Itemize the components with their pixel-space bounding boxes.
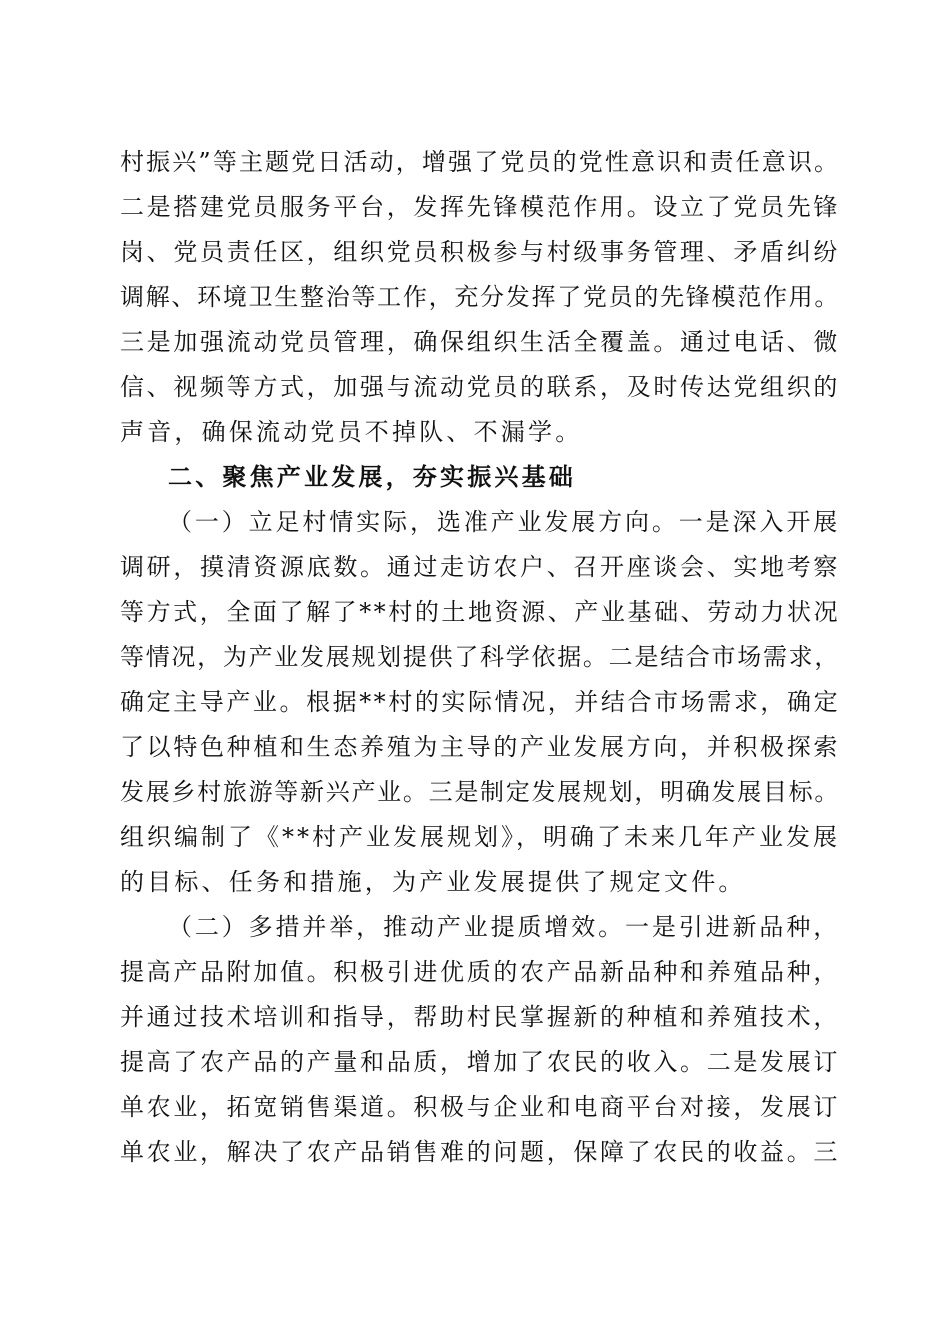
body-line: 单农业，拓宽销售渠道。积极与企业和电商平台对接，发展订 xyxy=(120,1093,840,1121)
body-line: 岗、党员责任区，组织党员积极参与村级事务管理、矛盾纠纷 xyxy=(120,238,840,266)
body-line: 发展乡村旅游等新兴产业。三是制定发展规划，明确发展目标。 xyxy=(120,778,840,806)
body-line: 的目标、任务和措施，为产业发展提供了规定文件。 xyxy=(120,868,746,896)
body-line: 等方式，全面了解了**村的土地资源、产业基础、劳动力状况 xyxy=(120,598,840,626)
section-heading: 二、聚焦产业发展，夯实振兴基础 xyxy=(168,463,576,491)
body-line: 提高了农产品的产量和品质，增加了农民的收入。二是发展订 xyxy=(120,1048,840,1076)
subsection-start-line: （一）立足村情实际，选准产业发展方向。一是深入开展 xyxy=(168,508,840,536)
body-line: 并通过技术培训和指导，帮助村民掌握新的种植和养殖技术， xyxy=(120,1003,840,1031)
body-line: 提高产品附加值。积极引进优质的农产品新品种和养殖品种， xyxy=(120,958,840,986)
body-line: 组织编制了《**村产业发展规划》，明确了未来几年产业发展 xyxy=(120,823,840,851)
body-line: 调研，摸清资源底数。通过走访农户、召开座谈会、实地考察 xyxy=(120,553,840,581)
body-line: 三是加强流动党员管理，确保组织生活全覆盖。通过电话、微 xyxy=(120,328,840,356)
body-line: 了以特色种植和生态养殖为主导的产业发展方向，并积极探索 xyxy=(120,733,840,761)
body-line: 信、视频等方式，加强与流动党员的联系，及时传达党组织的 xyxy=(120,373,840,401)
body-line: 村振兴”等主题党日活动，增强了党员的党性意识和责任意识。 xyxy=(120,148,840,176)
body-line: 调解、环境卫生整治等工作，充分发挥了党员的先锋模范作用。 xyxy=(120,283,840,311)
body-line: 声音，确保流动党员不掉队、不漏学。 xyxy=(120,418,583,446)
subsection-start-line: （二）多措并举，推动产业提质增效。一是引进新品种， xyxy=(168,913,840,941)
body-line: 单农业，解决了农产品销售难的问题，保障了农民的收益。三 xyxy=(120,1138,840,1166)
body-line: 确定主导产业。根据**村的实际情况，并结合市场需求，确定 xyxy=(120,688,840,716)
body-line: 等情况，为产业发展规划提供了科学依据。二是结合市场需求， xyxy=(120,643,840,671)
body-line: 二是搭建党员服务平台，发挥先锋模范作用。设立了党员先锋 xyxy=(120,193,840,221)
